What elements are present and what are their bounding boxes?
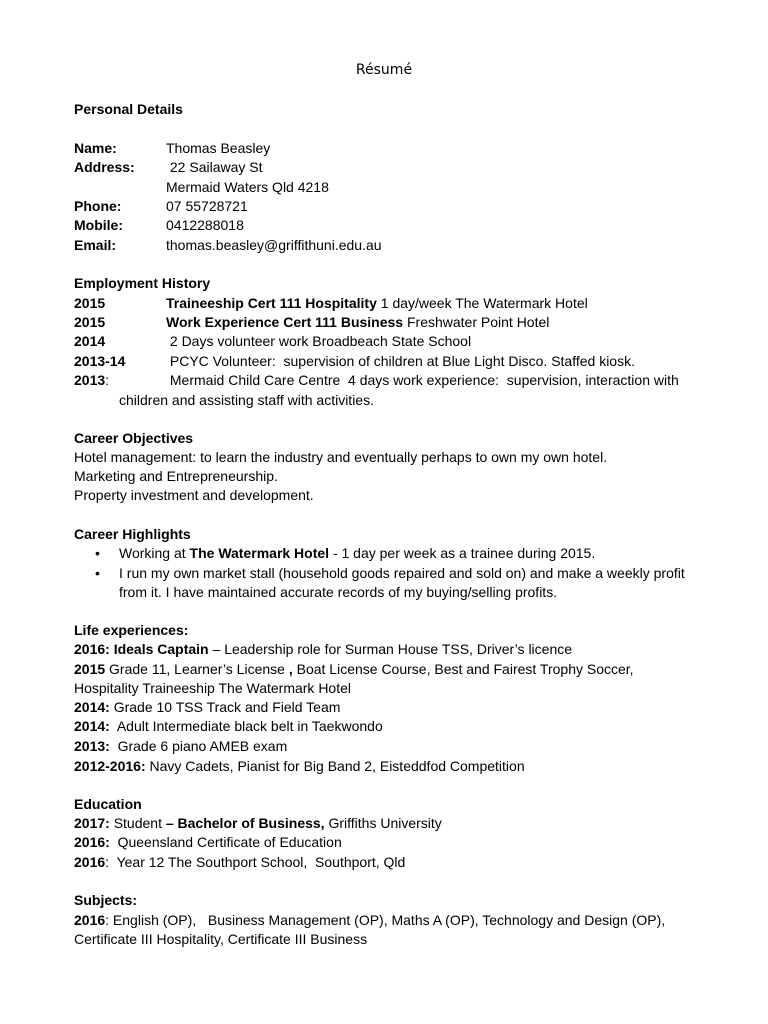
page-title: Résumé	[355, 62, 413, 78]
employment-year: 2015	[74, 314, 106, 330]
life-text: Adult Intermediate black belt in Taekwondo	[109, 718, 383, 734]
highlight-text-end: - 1 day per week as a trainee during 2015.	[329, 545, 596, 561]
employment-detail: 2 Days volunteer work Broadbeach State School	[166, 333, 472, 349]
life-line: Hospitality Traineeship The Watermark Hotel	[74, 680, 351, 696]
life-text: – Leadership role for Surman House TSS, Driver’s licence	[208, 641, 573, 657]
employment-row	[74, 294, 588, 313]
highlight-item-continued: from it. I have maintained accurate records of my buying/selling profits.	[119, 584, 558, 600]
subjects-year: 2016	[74, 912, 106, 928]
employment-year: 2015	[74, 295, 106, 311]
education-year: 2016	[74, 854, 106, 870]
subjects-line	[74, 911, 665, 930]
life-line	[74, 737, 287, 756]
employment-year: 2013-14	[74, 353, 126, 369]
mobile-value: 0412288018	[166, 217, 244, 233]
email-label: Email:	[74, 237, 117, 253]
name-row	[74, 139, 271, 158]
email-value: thomas.beasley@griffithuni.edu.au	[166, 237, 382, 253]
education-line	[74, 833, 342, 852]
life-line	[74, 698, 340, 717]
employment-row	[74, 332, 472, 351]
life-year: 2012-2016:	[74, 758, 146, 774]
life-text: Grade 11, Learner’s License	[105, 661, 289, 677]
objective-line: Property investment and development.	[74, 487, 314, 503]
life-year: 2015	[74, 661, 106, 677]
email-row	[74, 236, 382, 255]
education-line	[74, 814, 442, 833]
career-objectives-heading: Career Objectives	[74, 430, 194, 446]
subjects-heading: Subjects:	[74, 892, 138, 908]
employment-role: Work Experience Cert 111 Business	[166, 314, 404, 330]
education-degree: – Bachelor of Business,	[165, 815, 325, 831]
life-experiences-heading: Life experiences:	[74, 622, 189, 638]
education-heading: Education	[74, 796, 142, 812]
highlight-text: Working at	[119, 545, 190, 561]
employment-detail: PCYC Volunteer: supervision of children at Blue Light Disco. Staffed kiosk.	[166, 353, 635, 369]
life-year: 2014:	[74, 718, 110, 734]
phone-row	[74, 197, 248, 216]
life-text: Navy Cadets, Pianist for Big Band 2, Eisteddfod Competition	[145, 758, 525, 774]
education-year: 2016:	[74, 834, 110, 850]
education-text: : Year 12 The Southport School, Southport, Qld	[105, 854, 406, 870]
employment-year: 2014	[74, 333, 106, 349]
highlight-item	[119, 544, 595, 563]
employment-detail-continued: children and assisting staff with activities.	[119, 392, 374, 408]
life-year: 2013:	[74, 738, 110, 754]
life-year: 2014:	[74, 699, 110, 715]
address-line1: 22 Sailaway St	[166, 159, 263, 175]
employment-row	[74, 352, 635, 371]
life-line	[74, 757, 525, 776]
subjects-text: : English (OP), Business Management (OP), Maths A (OP), Technology and Design (OP),	[105, 912, 666, 928]
address-row	[74, 158, 263, 177]
objective-line: Hotel management: to learn the industry and eventually perhaps to own my own hotel.	[74, 449, 608, 465]
employment-year: 2013	[74, 372, 106, 388]
employment-heading: Employment History	[74, 275, 211, 291]
life-text-2: Boat License Course, Best and Fairest Trophy Soccer,	[292, 661, 634, 677]
bullet-icon: •	[95, 565, 100, 581]
mobile-label: Mobile:	[74, 217, 123, 233]
employment-detail: Freshwater Point Hotel	[403, 314, 550, 330]
subjects-line-2: Certificate III Hospitality, Certificate III Business	[74, 931, 368, 947]
highlight-item: I run my own market stall (household goods repaired and sold on) and make a weekly profit	[119, 565, 685, 581]
employment-row	[74, 313, 550, 332]
life-text: Grade 10 TSS Track and Field Team	[109, 699, 341, 715]
address-label: Address:	[74, 159, 135, 175]
life-comma: ,	[288, 661, 293, 677]
address-line2: Mermaid Waters Qld 4218	[166, 179, 329, 195]
name-label: Name:	[74, 140, 117, 156]
life-year: 2016: Ideals Captain	[74, 641, 209, 657]
employment-detail: Mermaid Child Care Centre 4 days work experience: supervision, interaction with	[166, 372, 679, 388]
education-line	[74, 853, 405, 872]
phone-label: Phone:	[74, 198, 122, 214]
mobile-row	[74, 216, 244, 235]
education-text-2: Griffiths University	[324, 815, 442, 831]
bullet-icon: •	[95, 545, 100, 561]
life-text: Grade 6 piano AMEB exam	[109, 738, 288, 754]
career-highlights-heading: Career Highlights	[74, 526, 191, 542]
phone-value: 07 55728721	[166, 198, 248, 214]
life-line	[74, 717, 383, 736]
life-line	[74, 640, 572, 659]
life-line	[74, 660, 634, 679]
name-value: Thomas Beasley	[166, 140, 271, 156]
employment-role: Traineeship Cert 111 Hospitality	[166, 295, 377, 311]
education-year: 2017:	[74, 815, 110, 831]
employment-row	[74, 371, 679, 390]
personal-details-heading: Personal Details	[74, 101, 183, 117]
employment-year-suffix: :	[105, 372, 110, 388]
highlight-bold: The Watermark Hotel	[189, 545, 330, 561]
employment-detail: 1 day/week The Watermark Hotel	[376, 295, 588, 311]
education-text: Queensland Certificate of Education	[109, 834, 342, 850]
education-text: Student	[109, 815, 166, 831]
objective-line: Marketing and Entrepreneurship.	[74, 468, 278, 484]
